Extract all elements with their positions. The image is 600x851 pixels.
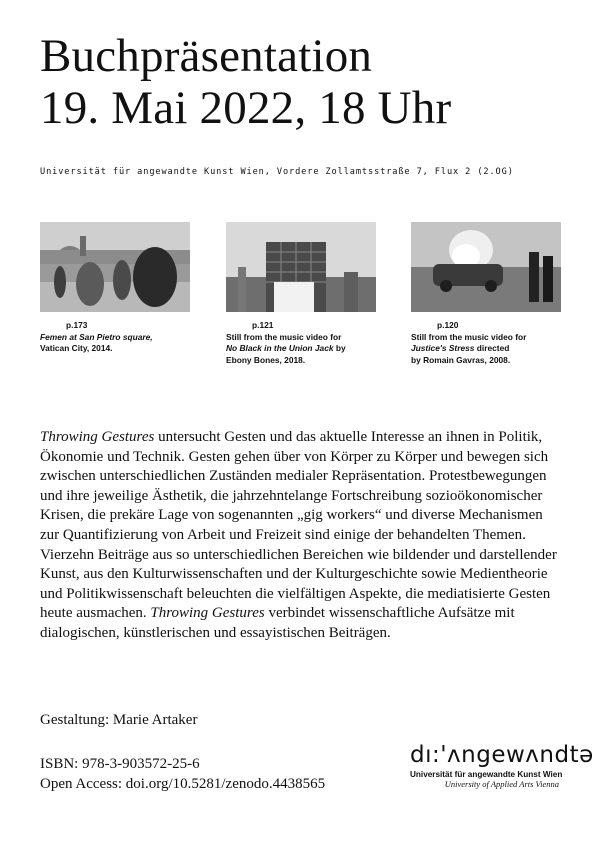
book-description: [40, 428, 565, 644]
figure-3-caption-line1: Still from the music video for: [411, 331, 527, 342]
description-part-2: verbindet wissenschaftliche Aufsätze mit dialogischen, künstlerischen und essayistischen Beiträgen.: [40, 605, 515, 641]
figure-2-caption-suffix: by: [333, 343, 346, 354]
photo-no-black-union-jack: [226, 222, 376, 312]
photo-justice-stress: [411, 222, 561, 312]
figure-3-page: p.120: [437, 320, 459, 330]
figure-2-page: p.121: [252, 320, 274, 330]
figure-2-caption-title: No Black in the Union Jack: [226, 343, 334, 354]
logo-university-name-de: Universität für angewandte Kunst Wien: [410, 770, 563, 779]
university-logo: [410, 742, 594, 789]
description-part-1: untersucht Gesten und das aktuelle Interesse an ihnen in Politik, Ökonomie und Technik. Gesten gehen über von Körper zu Körper und bewegen sich zwischen unterschiedlichen Zuständen medialer Repräsentation. Protestbewegungen und ihre jeweilige Ästhetik, die jahrzehntelange Fortschreibung sozioökonomischer Krisen, die prekäre Lage von sogenannten „gig workers“ und diverse Mechanismen zur Quantifizierung von Arbeit und Freizeit sind einige der behandelten Themen. Vierzehn Beiträge aus so unterschiedlichen Bereichen wie bildender und darstellender Kunst, aus den Kulturwissenschaften und der Kulturgeschichte sowie Medientheorie und Politikwissenschaft beleuchten die vielfältigen Aspekte, die mediatisierte Gesten heute ausmachen.: [40, 429, 557, 622]
design-credit: Gestaltung: Marie Artaker: [40, 712, 198, 728]
figure-3-caption-title: Justice's Stress: [411, 343, 475, 354]
figure-2: [226, 222, 376, 366]
publication-info: [40, 755, 325, 794]
figure-2-caption-line3: Ebony Bones, 2018.: [226, 354, 306, 365]
page-title: [40, 30, 451, 134]
logo-university-name-en: University of Applied Arts Vienna: [444, 779, 559, 789]
figure-1-page: p.173: [66, 320, 88, 330]
title-line-1: Buchpräsentation: [40, 30, 373, 82]
figure-3: [411, 222, 561, 366]
book-title-italic-2: Throwing Gestures: [150, 605, 265, 622]
figure-1-caption-line1: Femen at San Pietro square,: [40, 331, 153, 342]
figure-3-caption-suffix: directed: [474, 343, 510, 354]
title-line-2: 19. Mai 2022, 18 Uhr: [40, 82, 452, 134]
photo-femen-san-pietro: [40, 222, 190, 312]
logo-mark: dı:'ʌngewʌndtə: [410, 742, 594, 768]
venue-address: Universität für angewandte Kunst Wien, Vordere Zollamtsstraße 7, Flux 2 (2.OG): [40, 167, 514, 177]
isbn: ISBN: 978-3-903572-25-6: [40, 756, 200, 772]
figure-1: [40, 222, 190, 355]
figure-2-caption-line1: Still from the music video for: [226, 331, 342, 342]
book-title-italic: Throwing Gestures: [40, 429, 155, 445]
figure-3-caption-line3: by Romain Gavras, 2008.: [411, 354, 511, 365]
figure-1-caption-line2: Vatican City, 2014.: [40, 343, 113, 354]
open-access-link[interactable]: Open Access: doi.org/10.5281/zenodo.4438565: [40, 775, 326, 792]
